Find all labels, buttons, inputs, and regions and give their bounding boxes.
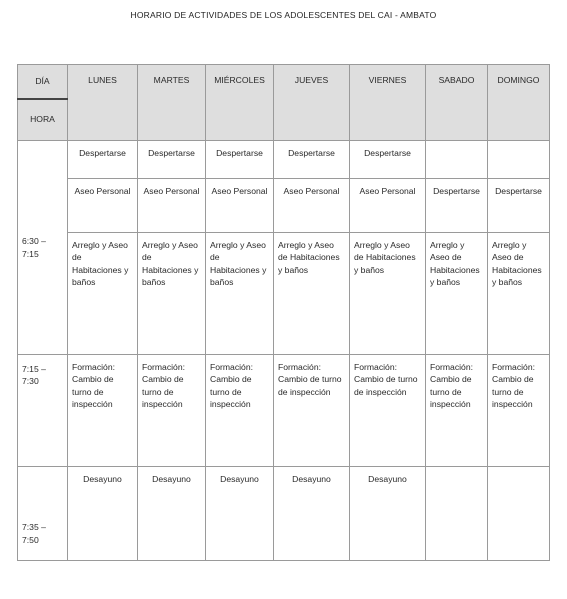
activity-cell: Formación: Cambio de turno de inspección bbox=[426, 355, 488, 467]
activity-cell: Formación: Cambio de turno de inspección bbox=[206, 355, 274, 467]
activity-cell: Despertarse bbox=[426, 179, 488, 233]
activity-cell: Formación: Cambio de turno de inspección bbox=[488, 355, 550, 467]
header-row bbox=[18, 65, 550, 99]
table-row bbox=[18, 141, 550, 179]
time-cell: 7:15 – 7:30 bbox=[18, 355, 68, 467]
activity-cell bbox=[488, 141, 550, 179]
activity-cell: Aseo Personal bbox=[68, 179, 138, 233]
activity-cell: Arreglo y Aseo de Habitaciones y baños bbox=[68, 233, 138, 355]
time-cell: 6:30 – 7:15 bbox=[18, 141, 68, 355]
activity-cell: Aseo Personal bbox=[350, 179, 426, 233]
header-day-sabado: SABADO bbox=[426, 65, 488, 141]
activity-cell: Desayuno bbox=[138, 467, 206, 561]
document-title: HORARIO DE ACTIVIDADES DE LOS ADOLESCENTES DEL CAI - AMBATO bbox=[130, 10, 437, 20]
activity-cell: Formación: Cambio de turno de inspección bbox=[138, 355, 206, 467]
table-row bbox=[18, 179, 550, 233]
activity-cell: Despertarse bbox=[350, 141, 426, 179]
activity-cell: Despertarse bbox=[488, 179, 550, 233]
activity-cell: Desayuno bbox=[68, 467, 138, 561]
activity-cell: Arreglo y Aseo de Habitaciones y baños bbox=[350, 233, 426, 355]
schedule-table bbox=[17, 64, 550, 561]
header-day-viernes: VIERNES bbox=[350, 65, 426, 141]
table-row bbox=[18, 467, 550, 561]
activity-cell: Formación: Cambio de turno de inspección bbox=[274, 355, 350, 467]
activity-cell: Aseo Personal bbox=[138, 179, 206, 233]
activity-cell bbox=[426, 467, 488, 561]
header-day-lunes: LUNES bbox=[68, 65, 138, 141]
activity-cell bbox=[426, 141, 488, 179]
activity-cell: Arreglo y Aseo de Habitaciones y baños bbox=[206, 233, 274, 355]
activity-cell: Desayuno bbox=[274, 467, 350, 561]
activity-cell: Aseo Personal bbox=[206, 179, 274, 233]
activity-cell: Despertarse bbox=[206, 141, 274, 179]
header-dia: DÍA bbox=[18, 65, 68, 99]
activity-cell bbox=[488, 467, 550, 561]
header-day-martes: MARTES bbox=[138, 65, 206, 141]
activity-cell: Aseo Personal bbox=[274, 179, 350, 233]
activity-cell: Despertarse bbox=[274, 141, 350, 179]
header-hora: HORA bbox=[18, 99, 68, 141]
activity-cell: Despertarse bbox=[68, 141, 138, 179]
table-row bbox=[18, 233, 550, 355]
header-day-jueves: JUEVES bbox=[274, 65, 350, 141]
activity-cell: Desayuno bbox=[206, 467, 274, 561]
activity-cell: Arreglo y Aseo de Habitaciones y baños bbox=[426, 233, 488, 355]
activity-cell: Arreglo y Aseo de Habitaciones y baños bbox=[138, 233, 206, 355]
activity-cell: Arreglo y Aseo de Habitaciones y baños bbox=[488, 233, 550, 355]
activity-cell: Despertarse bbox=[138, 141, 206, 179]
activity-cell: Arreglo y Aseo de Habitaciones y baños bbox=[274, 233, 350, 355]
activity-cell: Formación: Cambio de turno de inspección bbox=[350, 355, 426, 467]
header-day-domingo: DOMINGO bbox=[488, 65, 550, 141]
activity-cell: Formación: Cambio de turno de inspección bbox=[68, 355, 138, 467]
activity-cell: Desayuno bbox=[350, 467, 426, 561]
header-day-miercoles: MIÉRCOLES bbox=[206, 65, 274, 141]
table-row bbox=[18, 355, 550, 467]
time-cell: 7:35 – 7:50 bbox=[18, 467, 68, 561]
